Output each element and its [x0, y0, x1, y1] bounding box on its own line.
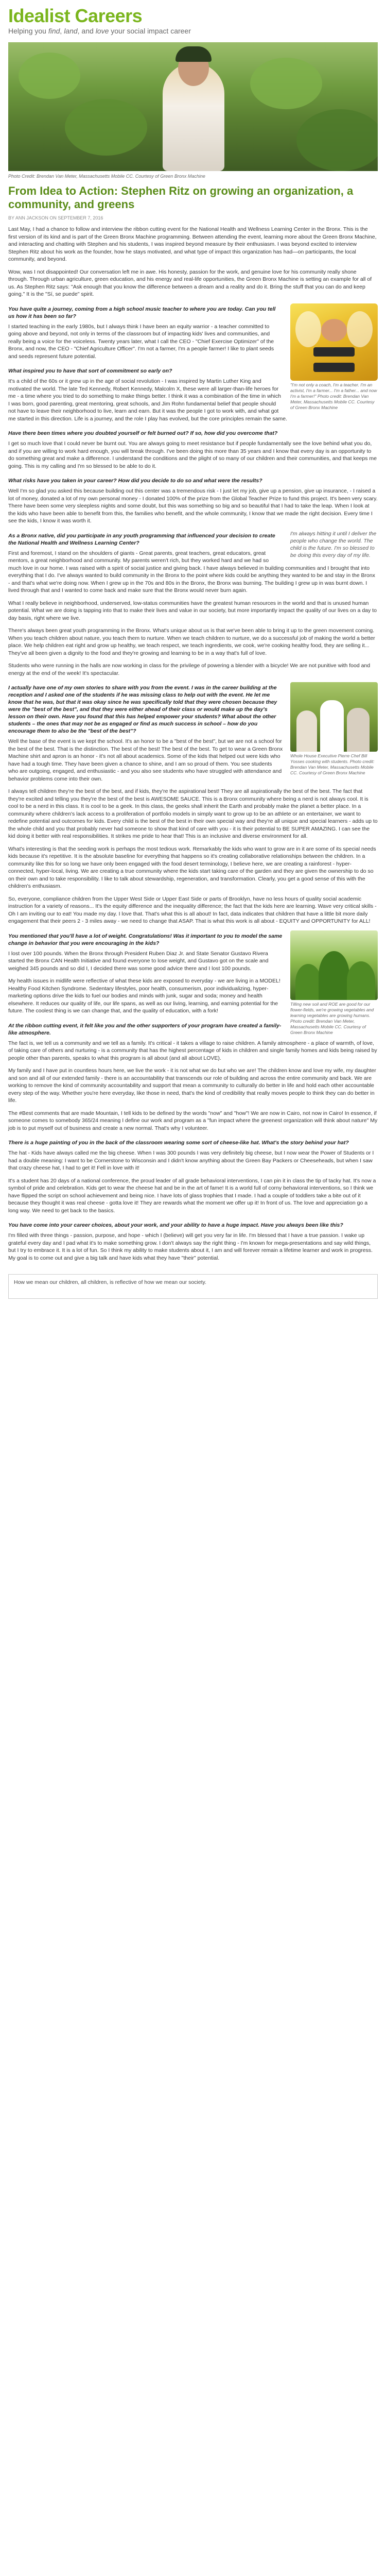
interview-question: There is a huge painting of you in the back of the classroom wearing some sort of cheese-like hat. What's the story behind your hat? — [8, 1140, 349, 1146]
paragraph: So, everyone, compliance children from the Upper West Side or Upper East Side or parts of Brooklyn, have no less hours of quality social academic instruction for a variety of reasons... It's the equity difference and the inequality difference; the fact that the kids here are learning. Wave very critical skills - Oh I am inviting our to eat! You made my day. I love that. That's what this is all about! In fact, data indicates that children that have a little bit more daily engagement that their peers 2 - 3 miles away - we need to change that ASAP. That is what this work is all about - EQUITY and OPPORTUNITY for ALL! — [8, 895, 377, 924]
paragraph: It's a child of the 60s or it grew up in the age of social revolution - I was inspired by Martin Luther King and motivated the world. The late Ted Kennedy, Robert Kennedy, Malcolm X, these were all larger-than-life heroes for me - a time where you tried to do something to make things better. I think it was a combination of the time in which I was born, good parenting, great mentoring, great schools, and Jim Rohn fundamental belief that people should not have to leave their neighborhood to live, learn and earn. But it was the people I got to work with, and what got me started in this direction. Life is a journey, and the role I play has evolved, but the core principles remain the same. — [8, 378, 288, 422]
interview-question: You have come into your career choices, about your work, and your ability to have a huge impact. Have you always been like this? — [8, 1222, 343, 1228]
hero-image — [8, 42, 378, 171]
paragraph: Well I'm so glad you asked this because building out this center was a tremendous risk - I just let my job, give up a pension, give up insurance, - I raised a lot of money, donated a lot of my own personal money - I donated 100% of the prize from the Global Teacher Prize to fund this project. It's been very scary. There have been some very sleepless nights and some doubt, but this was something so big and so beautiful that I had to take the leap. When I look at the kids who have been able to benefit from this, the families who benefit, and the whole community, I know that we made the right decision. Every time I see the kids, I know it was worth it. — [8, 488, 378, 524]
article-title: From Idea to Action: Stephen Ritz on growing an organization, a community, and greens — [8, 184, 354, 211]
interview-question: Have there been times where you doubted yourself or felt burned out? If so, how did you overcome that? — [8, 430, 278, 436]
paragraph: My health issues in midlife were reflective of what these kids are exposed to everyday - we are living in a MODEL! Healthy Food Kitchen Syndrome. Sedentary lifestyles, poor health, consumerism, poor individualizing, hyper-marketing options drive the kids to fuel our bodies and minds with junk, sugar and soda; money and health elsewhere. It reduces our quality of life, our life spans, as well as our living, learning, and earning potential for the future. The coolest thing is we can change that, and the quality of education, with a fork! — [8, 978, 280, 1014]
paragraph: Well the base of the event is we kept the school. It's an honor to be a "best of the best", but we are not a school for the best of the best. That is the distinction. The best of the best! The best of the best. To get to wear a Green Bronx Machine shirt and apron is an honor - it's not all about academics. Some of the kids that helped out were kids who have had a tough time. They have been given a chance to shine, and I am so proud of them. You see students who are outgoing, engaged, and enthusiastic - and you also see students who have struggled with attendance and behavior problems come into their own. — [8, 738, 283, 782]
interview-question: What risks have you taken in your career? How did you decide to do so and what were the results? — [8, 478, 262, 484]
image-caption: Tilling new soil and ROE are good for our flower-fields, we're growing vegetables and learning vegetables are growing humans. Photo credit: Brendan Van Meter, Massachusetts Mobile CC. Courtesy of Green Bronx Machine — [290, 1001, 374, 1035]
image-caption: "I'm not only a coach, I'm a teacher. I'm an activist, I'm a farmer... I'm a father... and now I'm a farmer!" Photo credit: Brendan Van Meter, Massachusetts Mobile CC. Courtesy of Green Bronx Machine — [290, 382, 377, 410]
paragraph: It's a student has 20 days of a national conference, the proud leader of all grade behavioral interventions, I can pin it in class the tip of tacky hat. It's now a symbol of pride and celebration. Kids get to wear the cheese hat and be in the art of fame! It is a world full of corny behavioral interventions, so I think we have flipped the script on school achievement and being nice. I have lots of glass trophies that I made. I had a couple of toddlers take a bite out of it because they thought it was real cheese - gotta love it! They are rewards what the moment we offer up it! In front of us. The love and appreciation go a long way. We need to get back to the basics. — [8, 1177, 376, 1214]
hero-caption: Photo Credit: Brendan Van Meter, Massachusetts Mobile CC. Courtesy of Green Bronx Machine — [8, 174, 205, 179]
paragraph: I started teaching in the early 1980s, but I always think I have been an equity warrior - a teacher committed to going above and beyond, not only in terms of the classroom but of impacting kids' lives and communities, and really being a voice for the voiceless. Twenty years later, what I call the CEO - "Chief Exercise Optimizer" of the Bronx, and now, the CEO - "Chief Agriculture Officer". I'm not a farmer, I'm a people farmer! I like to plant seeds and seeds represent future potential. — [8, 323, 274, 360]
pull-quote-box — [290, 530, 378, 559]
paragraph: I always tell children they're the best of the best, and if kids, they're the aspirational best! They are all aspirationally the best of the best. The fact that they're excited and telling you they're the best of the best is AWESOME SAUCE. This is a Bronx community where being a nerd is not always cool. It is cool to be a nerd in this class. It is cool to be a geek. In this class, the geeks shall inherit the Earth and probably make the planet a better place. In a community where children's lack access to a proliferation of portfolio models in simply want to grow up to be an athlete or an entertainer, we want to redefine potential and outcomes for kids. Every child is the best of the best in their own special way and they're all unique and special learners - adds up to the whole child and you that probably never had someone to show that kind of care with you - it is their potential to BE SUPER AMAZING. I can see the kid doing it better with real responsibilities. It strikes me pride to hear that! This is an inclusive and diverse environment for all. — [8, 788, 378, 839]
image-caption: Whole House Executive Pierre Chef Bill Yosses cooking with students. Photo credit: Brendan Van Meter, Massachusetts Mobile CC. Courtesy of Green Bronx Machine — [290, 753, 375, 775]
figure-kids — [290, 682, 378, 776]
figure-plants — [290, 930, 378, 1036]
paragraph: Students who were running in the halls are now working in class for the privilege of powering a blender with a bicycle! We are not punitive with food and energy at the end of the week! It's spectacular. — [8, 663, 371, 676]
interview-question: At the ribbon cutting event, it felt like you and the other supporters of your program have created a family-like atmosphere. — [8, 1022, 282, 1036]
plants-photo — [290, 930, 378, 1000]
article-byline: BY ANN JACKSON ON SEPTEMBER 7, 2016 — [8, 215, 103, 221]
paragraph: The #Best comments that are made Mountain, I tell kids to be defined by the words "now" and "how"! We are now in Cairo, not now in Cairo! In essence, if someone comes to somebody 365/24 meaning I define our work and program as a "fun impact where the greenest organization will think about nature" My job is to put myself out of business and create a new normal. That's why I volunteer. — [8, 1110, 378, 1131]
interview-question: As a Bronx native, did you participate in any youth programming that influenced your decision to create the National Health and Wellness Learning Center? — [8, 532, 275, 546]
kids-cooking-photo — [290, 682, 378, 752]
site-header — [0, 0, 386, 35]
paragraph: Last May, I had a chance to follow and interview the ribbon cutting event for the National Health and Wellness Learning Center in the Bronx. This is the first version of its kind and is part of the Green Bronx Machine programming. Between attending the event, learning more about the Green Bronx Machine, and interacting and chatting with Stephen and his students, I was inspired beyond measure by their enthusiasm. I was beyond excited to interview Stephen Ritz about his work as the founder, how he stays motivated, and what type of impact this organization has had—on participants, the local community, and beyond. — [8, 226, 377, 262]
paragraph: I'm filled with three things - passion, purpose, and hope - which I (believe) will get you very far in life. I'm blessed that I have a true passion. I wake up grateful every day and I pad what it's to make something grow. I don't always say the right thing - I'm known for mega-presentations and say wild things, but I try to embrace it. It is a lot of fun. So I think my ability to make students about it, I am and will forever remain a lifetime learner and work in progress. My goal is to come out and give a big talk and have kids what they have "their" potential. — [8, 1232, 373, 1261]
paragraph: There's always been great youth programming in the Bronx. What's unique about us is that we've been able to bring it up to the green movement coming. When you teach children about nature, you teach them to nurture. When we teach children to nurture, we do a successful job of making the world a better place. We help children eat right and grow up healthy, we teach respect, we teach ingredients, we cook, we're cooking healthy food, they are selling it... They've all been given a dignity to the food and they're growing and learning to be in a way that's full of love. — [8, 628, 375, 656]
paragraph: What's interesting is that the seeding work is perhaps the most tedious work. Remarkably the kids who want to grow are in it are some of its special needs kids because it's repetitive. It is the absolute baseline for everything that happens so it's creating collaborative relationships between the children. In a community like this for so long we have only been engaged with the food desert terminology, I believe here, we are creating a rainforest - hyper-connected, hyper-local, living. We are creating a true community where the kids start taking care of the garden and they are given the ownership to do so on their own and to take responsibility. I like to talk about stewardship, regeneration, and transformation. Clearly, you get a good sense of this with the children's enthusiasm. — [8, 845, 376, 889]
paragraph: What I really believe in neighborhood, underserved, low-status communities have the greatest human resources in the world and that is unused human potential. What we are doing is tapping into that to make their lives and value in our society, but more importantly impact the quality of our lives on a day to day basis, right where we live. — [8, 600, 377, 621]
paragraph: First and foremost, I stand on the shoulders of giants - Great parents, great teachers, great educators, great mentors, a great neighborhood and community. My parents weren't rich, but they worked hard and we had so much love in our home. I was raised with a spirit of social justice and giving back. I have always believed in building communities and I brought that into everything that I do. I've always wanted to build community in the Bronx to the point where kids could be anything they wanted to be and stay in the Bronx - and that's what we're doing now. When I grew up in the 70s and 80s in the Bronx, the Bronx was burning. The building I grew up in was burnt down. I lived through that and I wanted to come back and make sure that the Bronx would never burn again. — [8, 550, 375, 594]
figure-bee — [290, 303, 378, 411]
bee-costume-photo — [290, 303, 378, 381]
paragraph: Wow, was I not disappointed! Our conversation left me in awe. His honesty, passion for the work, and genuine love for his community really shone through. Through urban agriculture, green education, and his energy and real-life opportunities, the Green Bronx Machine is setting an example for all of us. As Stephen Ritz says: "Ask enough that you know the difference between a dream and a reality and do it. Bring the stuff that you can do and keep going." It is the "Sí, se puede" spirit. — [8, 268, 372, 297]
interview-question: You have quite a journey, coming from a high school music teacher to where you are today. Can you tell us how it has been so far? — [8, 306, 276, 319]
pull-quote: I'm always hitting it until I deliver the people who change the world. The child is the future. I'm so blessed to be doing this every day of my life. — [290, 530, 377, 558]
paragraph: The fact is, we tell us a community and we tell as a family. It's critical - it takes a village to raise children. A family atmosphere - a place of warmth, of love, of taking care of others and nurturing - is a community that has the highest percentage of kids in children and single family homes and kids being raised by people other than parents, speaks to what this program is all about (and all about LOVE). — [8, 1040, 377, 1061]
paragraph: I lost over 100 pounds. When the Bronx through President Ruben Diaz Jr. and State Senator Gustavo Rivera started the Bronx CAN Health Initiative and found everyone to lose weight, and Gustavo got on the scale and weighed 345 pounds and so did I, I decided there was some good advice there and I lost 100 pounds. — [8, 950, 269, 972]
paragraph: I get so much love that I could never be burnt out. You are always going to meet resistance but if people fundamentally see the love behind what you do, and if you are willing to work hard enough, you will break through. I've been doing this more than 35 years and I know that every day is an opportunity to do something great and make a difference. I understand the conditions and the plight of so many of our children and their communities, and that keeps me going. This is my calling and I'm so blessed to be able to do it. — [8, 440, 377, 469]
paragraph: My family and I have put in countless hours here, we live the work - it is not what we do but who we are! The children know and love my wife, my daughter and son and all of our extended family - there is an accountability that transcends our role of building and across the entire community and back. We are working to remove the kind of community accountability and support that mean a community to culturally do better in life and hold each other accountable every step of the way. Whether you're here everyday, like those in need, that's the kind of credibility that really moves people to think they can do better in life. — [8, 1067, 376, 1104]
site-tagline: Helping you find, land, and love your social impact career — [8, 27, 191, 35]
interview-question: You mentioned that you'll have a lot of weight. Congratulations! Was it important to you to model the same change in behavior that you were encouraging in the kids? — [8, 933, 283, 946]
site-logo[interactable]: Idealist Careers — [8, 5, 143, 26]
interview-question: I actually have one of my own stories to share with you from the event. I was in the career building at the reception and I asked one of the students if he was missing class to help out with the event. He let me know that he was, but that it was okay since he was specifically told that they were chosen because they were the "best of the best", and that they were either ahead of their class or would make up the day's lesson on their own. Have you found that this has helped empower your students? What about the other students – the ones that may not be as engaged or find as much success in school – how do you encourage them to also be the "best of the best"? — [8, 685, 277, 734]
closing-note: How we mean our children, all children, is reflective of how we mean our society. — [8, 1274, 378, 1299]
paragraph: The hat - Kids have always called me the big cheese. When I was 300 pounds I was very definitely big cheese, but I now wear the Power of Students or I had a double meaning: I want to be Cornerstone to Wisconsin and I didn't know anything about the Green Bay Packers or Cheeseheads, but when I saw that crazy cheese hat, I had to get it! Fell in love with it! — [8, 1150, 374, 1171]
article-body — [8, 226, 378, 1267]
interview-question: What inspired you to have that sort of commitment so early on? — [8, 368, 172, 374]
